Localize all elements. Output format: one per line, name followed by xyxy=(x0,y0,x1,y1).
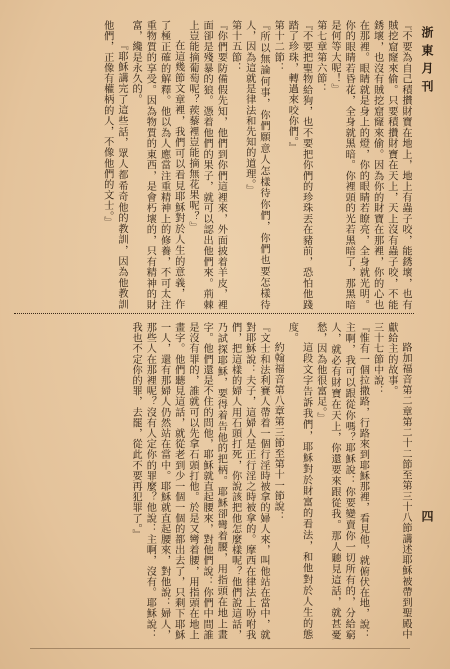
paragraph: 約翰福音第八章第三節至第十一節說： xyxy=(272,342,284,523)
verse-reference: 第十二節： xyxy=(272,20,284,73)
paragraph: 路加福音第二章第二十二節至第三十八節講述耶穌被帶到聖殿中獻給主的故事。 xyxy=(385,322,411,640)
paragraph: 『不要為自己積攢財寶在地上，地上有蟲子咬，能銹壞，也有賊挖窟窿來偷。只要積攢財寶在天上，天上沒有蟲子咬，不能銹壞，也沒有賊挖窟窿來偷。因為你的財寶在那裡，你的心也在那裡。眼睛就是身上的燈，你的眼睛若瞭亮，全身就光明。你的眼睛若昏花，全身就黑暗。你裡頭的光若黑暗了，那黑暗是何等大呢！』 xyxy=(328,20,411,310)
paragraph: 『耶穌講完了這些話，眾人都希奇他的教訓，因為他教訓他們，正像有權柄的人，不像他們的文士。』 xyxy=(101,20,127,310)
verse-reference: 三十七節中說： xyxy=(371,322,383,397)
page-header: 浙東月刊 xyxy=(420,26,434,98)
paragraph: 這段文字告訴我們，耶穌對於財富的看法，和他對於人生的態度。 xyxy=(286,322,312,640)
paragraph: 『惟有一個拉撒路，行路來到耶穌那裡，看見他，就俯伏在地，說：主啊，我可以跟從你嗎？耶穌說：你要變賣你一切所有的，分給窮人，就必有財寶在天上，你還要來跟從我。那人聽見這話，就甚憂愁，因為他很富足。』 xyxy=(314,322,369,640)
page-number: 四 xyxy=(420,510,434,522)
paragraph: 在這幾節文章裡，我們可以看見耶穌對於人生的意義，作了極正確的解釋。他以為人應當注重精神上的修養，不可太注重物質的享受。因為物質的東西，是會朽壞的，只有精神的財富，纔是永久的。 xyxy=(130,20,184,310)
paragraph: 『所以無論何事，你們願意人怎樣待你們，你們也要怎樣待人，因為這就是律法和先知的道理。』 xyxy=(243,20,269,310)
verse-reference: 第七章第六節： xyxy=(314,20,326,95)
lower-text-column xyxy=(17,322,412,640)
bottom-rule xyxy=(30,648,410,649)
paragraph: 『你們要防備假先知，他們到你們這裡來，外面披着羊皮，裡面卻是殘暴的狼。憑着他們的果子，就可以認出他們來。荊棘上豈能摘葡萄呢？蒺藜裡豈能摘無花果呢？』 xyxy=(186,20,227,310)
verse-reference: 第十五節： xyxy=(229,20,241,73)
paragraph: 『文士和法利賽人帶着一個行淫時被拿的婦人來，叫他站在當中，就對耶穌說：夫子，這婦人是正行淫之時被拿的。摩西在律法上吩咐我們，把這樣的婦人用石頭打死，你說該把他怎麼樣呢？他們說這話，乃試探耶穌，要得着告他的把柄。耶穌卻彎着腰，用指頭在地上畫字。他們還是不住的問他，耶穌就直起腰來，對他們說：你們中間誰是沒有罪的，誰就可以先拿石頭打他。於是又彎着腰，用指頭在地上畫字。他們聽見這話，就從老到少一個一個的都出去了，只剩下耶穌一人，還有那婦人仍然站在當中。耶穌就直起腰來，對他說：婦人，那些人在那裡呢？沒有人定你的罪麼？他說：主啊，沒有。耶穌說：我也不定你的罪，去罷，從此不要再犯罪了。』 xyxy=(130,322,269,640)
section-divider xyxy=(14,313,414,315)
paragraph: 『不要把聖物給狗，也不要把你們的珍珠丟在豬前，恐怕他踐踏了珍珠，轉過來咬你們。』 xyxy=(286,20,312,310)
upper-text-column xyxy=(17,20,412,310)
